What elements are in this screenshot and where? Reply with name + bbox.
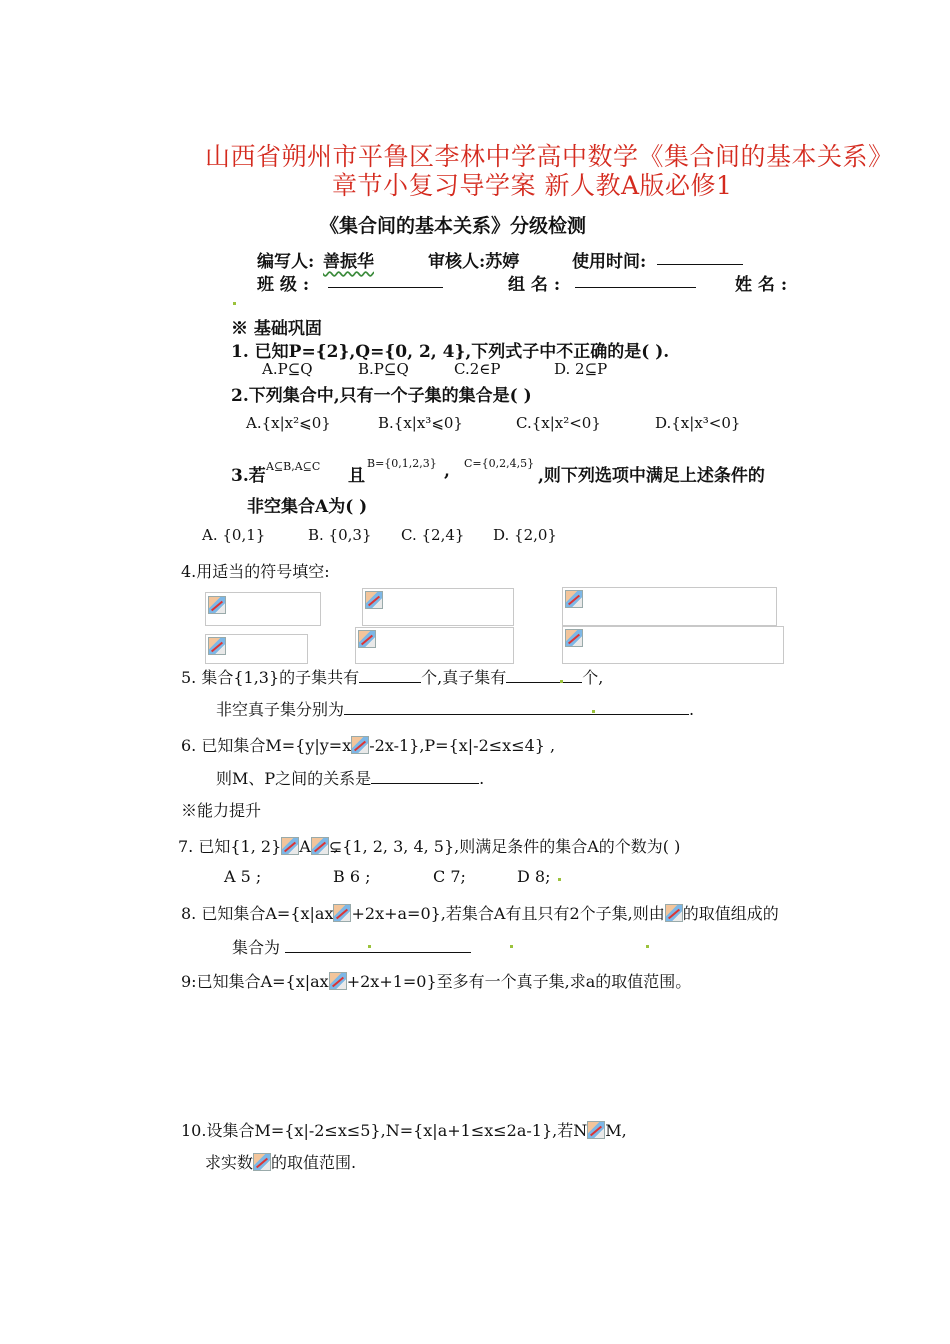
q7-option-b: B 6 ; [333, 867, 371, 886]
document-title-line2: 章节小复习导学案 新人教A版必修1 [332, 171, 733, 200]
q7-part3: ⊊{1, 2, 3, 4, 5},则满足条件的集合A的个数为( ) [328, 837, 681, 856]
time-label: 使用时间: [572, 252, 647, 272]
q5-blank-proper [506, 668, 582, 683]
fill-box-6[interactable] [562, 626, 784, 664]
q2-option-b: B.{x|x³⩽0} [378, 414, 463, 432]
scan-speck [592, 710, 595, 713]
q2-option-d: D.{x|x³<0} [655, 414, 741, 432]
q3-set-c: C={0,2,4,5} [464, 457, 535, 470]
q3-line2: 非空集合A为( ) [247, 497, 368, 517]
fill-box-5[interactable] [355, 627, 514, 664]
q5-part3: 个, [582, 668, 604, 687]
question-4: 4.用适当的符号填空: [181, 562, 330, 581]
q10-part1: 10.设集合M={x|-2≤x≤5},N={x|a+1≤x≤2a-1},若N [181, 1121, 588, 1140]
q10-part2: M, [605, 1121, 627, 1140]
q5-blank-subsets [359, 668, 421, 683]
q3-option-a: A. {0,1} [202, 526, 266, 544]
q7-option-a: A 5 ; [224, 867, 262, 886]
broken-image-icon [281, 837, 299, 855]
fill-box-2[interactable] [362, 588, 514, 626]
q3-option-b: B. {0,3} [308, 526, 372, 544]
q6-line2: 则M、P之间的关系是 [216, 769, 372, 788]
question-9 [181, 969, 691, 992]
q3-comma: , [444, 461, 450, 481]
broken-image-icon [208, 637, 226, 655]
question-10-line1 [181, 1118, 627, 1141]
broken-image-icon [587, 1121, 605, 1139]
broken-image-icon [311, 837, 329, 855]
q8-line2: 集合为 [232, 938, 281, 957]
q7-option-c: C 7; [433, 867, 466, 886]
broken-image-icon [565, 590, 583, 608]
q3-and: 且 [348, 466, 365, 486]
name-label: 姓 名 : [735, 275, 788, 295]
question-1: 1. 已知P={2},Q={0, 2, 4},下列式子中不正确的是( ). [231, 342, 670, 362]
scan-speck [368, 945, 371, 948]
q3-option-c: C. {2,4} [401, 526, 465, 544]
broken-image-icon [365, 591, 383, 609]
scan-speck [558, 878, 561, 881]
scan-speck [560, 680, 563, 683]
q10-line2a: 求实数 [205, 1153, 254, 1172]
question-6-line2 [216, 766, 484, 789]
q1-option-a: A.P⊆Q [262, 360, 313, 378]
q3-option-d: D. {2,0} [493, 526, 557, 544]
q2-option-a: A.{x|x²⩽0} [246, 414, 331, 432]
reviewer-label: 审核人:苏婷 [428, 252, 520, 272]
q1-option-d: D. 2⊆P [554, 360, 608, 378]
q5-line2: 非空真子集分别为 [216, 700, 345, 719]
q8-blank [285, 938, 471, 953]
fill-box-1[interactable] [205, 592, 321, 626]
q7-option-d: D 8; [517, 867, 551, 886]
question-5-line2 [216, 697, 694, 720]
q3-set-b: B={0,1,2,3} [367, 457, 437, 470]
broken-image-icon [665, 904, 683, 922]
q2-option-c: C.{x|x²<0} [516, 414, 601, 432]
q8-part3: 的取值组成的 [682, 904, 779, 923]
q1-option-b: B.P⊆Q [358, 360, 409, 378]
worksheet-subtitle: 《集合间的基本关系》分级检测 [320, 215, 587, 237]
q7-part1: 7. 已知{1, 2} [178, 837, 282, 856]
q5-part2: 个,真子集有 [421, 668, 507, 687]
question-3-prefix: 3.若 [231, 466, 266, 486]
q3-condition: A⊆B,A⊆C [266, 460, 321, 473]
q6-blank [371, 769, 479, 784]
q6-end: . [479, 769, 485, 788]
question-5-line1 [181, 665, 603, 688]
scan-speck [646, 945, 649, 948]
question-6-line1 [181, 733, 555, 756]
q1-option-c: C.2∈P [454, 360, 501, 378]
broken-image-icon [333, 904, 351, 922]
section-advanced: ※能力提升 [181, 801, 262, 820]
fill-box-4[interactable] [205, 634, 308, 664]
question-8-line1 [181, 901, 779, 924]
editor-label: 编写人: [257, 252, 315, 272]
q5-end: . [689, 700, 695, 719]
broken-image-icon [329, 972, 347, 990]
editor-name: 善振华 [323, 252, 374, 272]
question-10-line2 [205, 1150, 356, 1173]
broken-image-icon [253, 1153, 271, 1171]
time-blank [657, 250, 743, 265]
fill-box-3[interactable] [562, 587, 777, 626]
q10-line2b: 的取值范围. [271, 1153, 357, 1172]
question-7 [178, 834, 680, 857]
q3-suffix: ,则下列选项中满足上述条件的 [538, 466, 765, 486]
q5-blank-nonempty [344, 700, 689, 715]
q6-part1: 6. 已知集合M={y|y=x [181, 736, 352, 755]
document-title-line1: 山西省朔州市平鲁区李林中学高中数学《集合间的基本关系》 [205, 142, 894, 171]
q5-part1: 5. 集合{1,3}的子集共有 [181, 668, 360, 687]
q7-part2: A [299, 837, 311, 856]
group-blank [575, 273, 696, 288]
scan-speck [510, 945, 513, 948]
broken-image-icon [208, 596, 226, 614]
broken-image-icon [358, 630, 376, 648]
question-8-line2 [232, 935, 471, 958]
q8-part1: 8. 已知集合A={x|ax [181, 904, 334, 923]
question-2: 2.下列集合中,只有一个子集的集合是( ) [231, 386, 532, 406]
q8-part2: +2x+a=0},若集合A有且只有2个子集,则由 [351, 904, 665, 923]
broken-image-icon [351, 736, 369, 754]
q6-part2: -2x-1},P={x|-2≤x≤4} , [369, 736, 556, 755]
q9-part1: 9:已知集合A={x|ax [181, 972, 329, 991]
broken-image-icon [565, 629, 583, 647]
q9-part2: +2x+1=0}至多有一个真子集,求a的取值范围。 [346, 972, 692, 991]
group-label: 组 名 : [508, 275, 561, 295]
section-basic: ※ 基础巩固 [231, 319, 322, 339]
scan-speck [233, 302, 236, 305]
class-label: 班 级 : [257, 275, 310, 295]
class-blank [328, 273, 443, 288]
